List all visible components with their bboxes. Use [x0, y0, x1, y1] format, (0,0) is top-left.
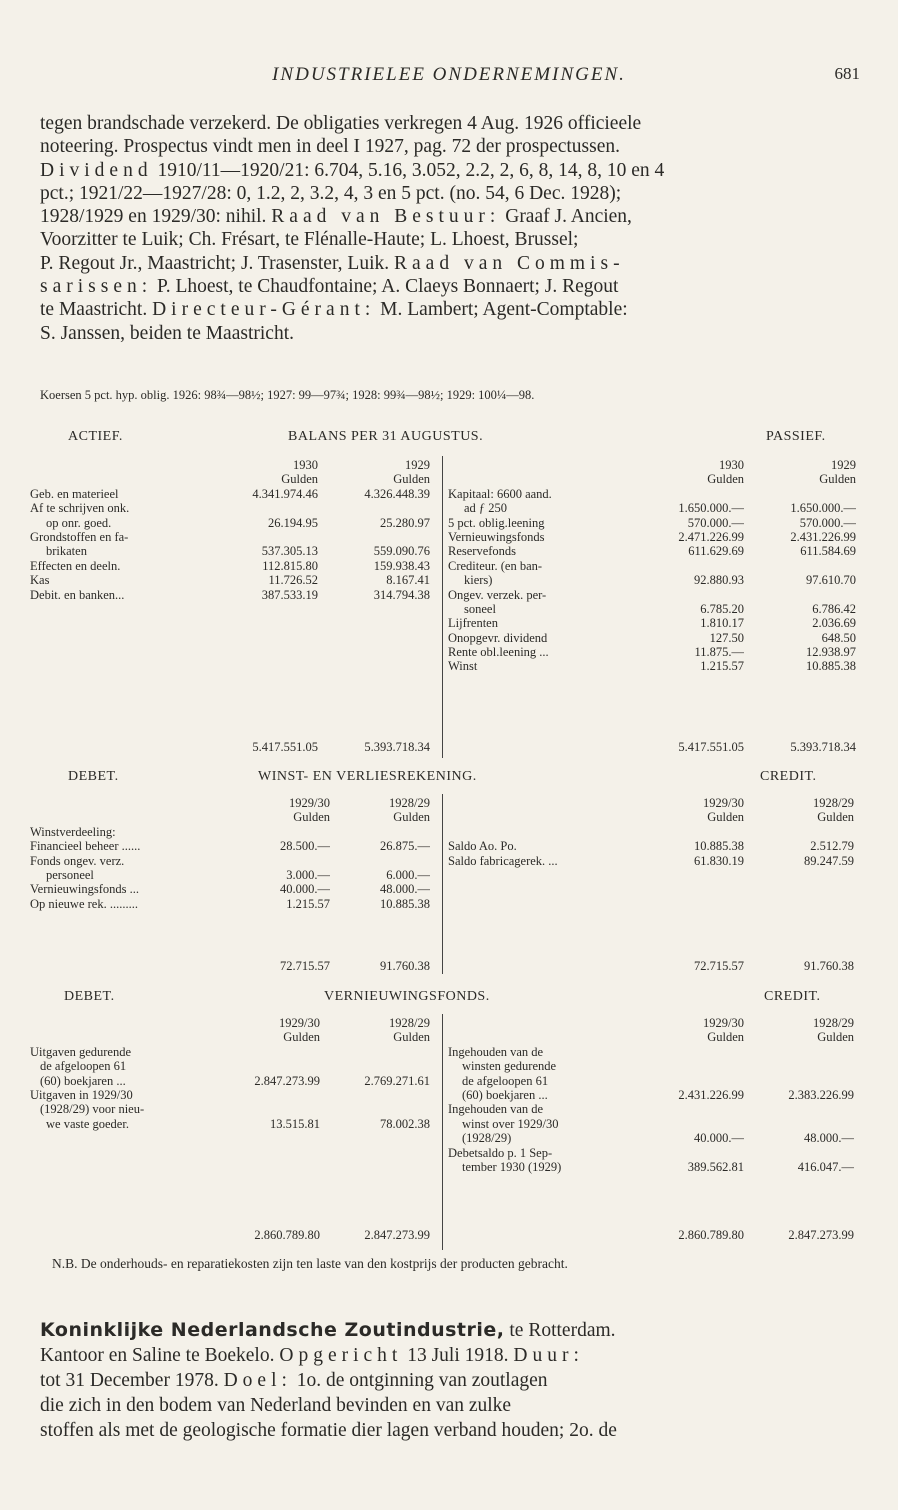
actief-header: ACTIEF.: [68, 429, 123, 444]
intro-line: te Maastricht. Directeur-Gérant: M. Lambert; Agent-Comptable:: [40, 299, 628, 321]
table-row: 5 pct. oblig.leening: [448, 515, 545, 530]
table-row: Winstverdeeling:: [30, 824, 116, 839]
table-row: brikaten: [46, 544, 87, 559]
intro-line: pct.; 1921/22—1927/28: 0, 1.2, 2, 3.2, 4, 3 en 5 pct. (no. 54, 6 Dec. 1928);: [40, 182, 622, 204]
actief-total-1929: 5.393.718.34: [364, 740, 430, 754]
credit-labels: [448, 796, 648, 868]
winst-verlies-title: WINST- EN VERLIESREKENING.: [258, 769, 477, 784]
table-row: Fonds ongev. verz.: [30, 853, 125, 868]
column-unit: Gulden: [817, 810, 854, 825]
debet-values-1928-29: 1928/29 Gulden 2.769.271.61 78.002.38: [326, 1016, 430, 1131]
table-row: Debit. en banken...: [30, 587, 125, 602]
table-row: Ongev. verzek. per-: [448, 587, 547, 602]
running-head-title: INDUSTRIELEE ONDERNEMINGEN.: [272, 64, 626, 85]
column-unit: Gulden: [707, 1030, 744, 1045]
intro-line: P. Regout Jr., Maastricht; J. Trasenster, Luik. Raad van Commis-: [40, 252, 625, 274]
table-row: ad ƒ 250: [464, 501, 508, 516]
table-row: Uitgaven in 1929/30: [30, 1087, 133, 1102]
company-line: stoffen als met de geologische formatie dier lagen verband houden; 2o. de: [40, 1420, 617, 1441]
actief-total-1930: 5.417.551.05: [252, 740, 318, 754]
table-row: Kapitaal: 6600 aand.: [448, 486, 552, 501]
intro-paragraph: [40, 112, 866, 345]
credit-total-1929-30: 2.860.789.80: [678, 1228, 744, 1242]
opgericht-label: Opgericht: [279, 1345, 403, 1366]
raad-van-bestuur-label: Raad van Bestuur:: [271, 206, 501, 228]
page-number: 681: [834, 64, 860, 83]
debet-total-1928-29: 2.847.273.99: [364, 1228, 430, 1242]
column-unit: Gulden: [283, 1030, 320, 1045]
table-row: Debetsaldo p. 1 Sep-: [448, 1145, 553, 1160]
koersen-line: Koersen 5 pct. hyp. oblig. 1926: 98¾—98½; 1927: 99—97¾; 1928: 99¾—98½; 1929: 100¼—98.: [40, 388, 535, 402]
table-row: (60) boekjaren ...: [462, 1087, 548, 1102]
table-row: Geb. en materieel: [30, 486, 119, 501]
table-row: tember 1930 (1929): [462, 1159, 562, 1174]
passief-labels: [448, 458, 638, 674]
column-unit: Gulden: [707, 472, 744, 487]
table-row: Af te schrijven onk.: [30, 501, 130, 516]
column-year: 1929/30: [703, 1016, 744, 1030]
credit-header: CREDIT.: [760, 769, 817, 784]
column-unit: Gulden: [393, 1030, 430, 1045]
column-year: 1928/29: [813, 796, 854, 810]
balans-section: [30, 430, 868, 760]
table-row: (1928/29): [462, 1131, 512, 1146]
table-row: de afgeloopen 61: [462, 1073, 549, 1088]
column-divider: [442, 456, 443, 758]
table-row: Reservefonds: [448, 544, 517, 559]
dividend-label: Dividend: [40, 159, 153, 181]
debet-labels: [30, 796, 260, 911]
actief-values-1929: 1929 Gulden 4.326.448.39 25.280.97 559.090.76 159.938.43 8.167.41 314.794.38: [324, 458, 430, 602]
column-unit: Gulden: [817, 1030, 854, 1045]
passief-total-1929: 5.393.718.34: [790, 740, 856, 754]
intro-line: sarissen: P. Lhoest, te Chaudfontaine; A. Claeys Bonnaert; J. Regout: [40, 276, 619, 298]
column-year: 1929/30: [703, 796, 744, 810]
winst-verlies-section: [30, 770, 868, 976]
column-year: 1930: [293, 458, 318, 472]
running-head: [0, 64, 898, 88]
column-unit: Gulden: [293, 810, 330, 825]
intro-line: 1928/1929 en 1929/30: nihil. Raad van Bestuur: Graaf J. Ancien,: [40, 206, 632, 228]
column-year: 1928/29: [389, 1016, 430, 1030]
company-line: tot 31 December 1978. Doel: 1o. de ontginning van zoutlagen: [40, 1370, 548, 1391]
balans-title: BALANS PER 31 AUGUSTUS.: [288, 429, 484, 444]
column-unit: Gulden: [819, 472, 856, 487]
company-name: Koninklijke Nederlandsche Zoutindustrie,: [40, 1319, 505, 1341]
table-row: winsten gedurende: [462, 1059, 557, 1074]
column-divider: [442, 1014, 443, 1250]
nb-note: N.B. De onderhouds- en reparatiekosten zijn ten laste van den kostprijs der producten gebracht.: [52, 1256, 568, 1271]
table-row: we vaste goeder.: [46, 1116, 129, 1131]
table-row: Crediteur. (en ban-: [448, 558, 543, 573]
table-row: Grondstoffen en fa-: [30, 529, 129, 544]
debet-header: DEBET.: [64, 989, 115, 1004]
column-year: 1929/30: [279, 1016, 320, 1030]
credit-total-1928-29: 2.847.273.99: [788, 1228, 854, 1242]
debet-total-1929-30: 2.860.789.80: [254, 1228, 320, 1242]
vernieuwingsfonds-section: [30, 990, 868, 1252]
vernieuwingsfonds-title: VERNIEUWINGSFONDS.: [324, 989, 490, 1004]
column-year: 1930: [719, 458, 744, 472]
intro-line: noteering. Prospectus vindt men in deel I 1927, pag. 72 der prospectussen.: [40, 136, 621, 158]
table-row: kiers): [464, 573, 493, 588]
duur-label: Duur:: [513, 1345, 584, 1366]
table-row: Winst: [448, 659, 478, 674]
table-row: Vernieuwingsfonds: [448, 529, 545, 544]
actief-labels: [30, 458, 210, 602]
column-unit: Gulden: [707, 810, 744, 825]
column-divider: [442, 794, 443, 974]
table-row: Onopgevr. dividend: [448, 630, 548, 645]
debet-values-1929-30: 1929/30 Gulden 28.500.— 3.000.— 40.000.— 1.215.57: [248, 796, 330, 911]
intro-line: tegen brandschade verzekerd. De obligaties verkregen 4 Aug. 1926 officieele: [40, 113, 642, 134]
debet-header: DEBET.: [68, 769, 119, 784]
raad-van-commissarissen-label: Raad van Commis-: [394, 252, 625, 274]
table-row: Rente obl.leening ...: [448, 645, 549, 660]
intro-line: S. Janssen, beiden te Maastricht.: [40, 322, 294, 344]
table-row: op onr. goed.: [46, 515, 112, 530]
column-year: 1929: [831, 458, 856, 472]
table-row: soneel: [464, 601, 496, 616]
credit-header: CREDIT.: [764, 989, 821, 1004]
debet-values-1928-29: 1928/29 Gulden 26.875.— 6.000.— 48.000.— 10.885.38: [336, 796, 430, 911]
table-row: Financieel beheer ......: [30, 839, 141, 854]
company-entry: [40, 1318, 862, 1443]
passief-header: PASSIEF.: [766, 429, 826, 444]
column-unit: Gulden: [393, 810, 430, 825]
passief-values-1929: 1929 Gulden 1.650.000.— 570.000.— 2.431.226.99 611.584.69 97.610.70 6.786.42 2.036.69 648.50 12.938.97 10.885.38: [748, 458, 856, 674]
company-line: Koninklijke Nederlandsche Zoutindustrie, te Rotterdam.: [40, 1319, 616, 1341]
table-row: Saldo fabricagerek. ...: [448, 853, 558, 868]
credit-values-1928-29: 1928/29 Gulden 2.383.226.99 48.000.— 416.047.—: [750, 1016, 854, 1174]
table-row: Ingehouden van de: [448, 1044, 544, 1059]
company-line: die zich in den bodem van Nederland bevinden en van zulke: [40, 1395, 512, 1416]
credit-total-1929-30: 72.715.57: [694, 959, 744, 973]
credit-total-1928-29: 91.760.38: [804, 959, 854, 973]
table-row: (60) boekjaren ...: [40, 1073, 126, 1088]
debet-labels: [30, 1016, 230, 1131]
passief-total-1930: 5.417.551.05: [678, 740, 744, 754]
doel-label: Doel:: [223, 1370, 292, 1391]
actief-values-1930: 1930 Gulden 4.341.974.46 26.194.95 537.305.13 112.815.80 11.726.52 387.533.19: [210, 458, 318, 602]
column-unit: Gulden: [281, 472, 318, 487]
table-row: winst over 1929/30: [462, 1116, 559, 1131]
passief-values-1930: 1930 Gulden 1.650.000.— 570.000.— 2.471.226.99 611.629.69 92.880.93 6.785.20 1.810.17 127.50 11.875.— 1.215.57: [640, 458, 744, 674]
table-row: personeel: [46, 867, 94, 882]
column-unit: Gulden: [393, 472, 430, 487]
table-row: Vernieuwingsfonds ...: [30, 882, 140, 897]
column-year: 1929/30: [289, 796, 330, 810]
table-row: Saldo Ao. Po.: [448, 839, 517, 854]
intro-line: Dividend 1910/11—1920/21: 6.704, 5.16, 3.052, 2.2, 2, 6, 8, 14, 8, 10 en 4: [40, 159, 665, 181]
credit-labels: [448, 1016, 648, 1174]
table-row: de afgeloopen 61: [40, 1059, 127, 1074]
column-year: 1928/29: [813, 1016, 854, 1030]
intro-line: Voorzitter te Luik; Ch. Frésart, te Flénalle-Haute; L. Lhoest, Brussel;: [40, 229, 579, 251]
debet-total-1928-29: 91.760.38: [380, 959, 430, 973]
table-row: Ingehouden van de: [448, 1102, 544, 1117]
company-line: Kantoor en Saline te Boekelo. Opgericht 13 Juli 1918. Duur:: [40, 1345, 584, 1366]
table-row: Kas: [30, 573, 50, 588]
table-row: Lijfrenten: [448, 616, 498, 631]
column-year: 1928/29: [389, 796, 430, 810]
column-year: 1929: [405, 458, 430, 472]
debet-values-1929-30: 1929/30 Gulden 2.847.273.99 13.515.81: [222, 1016, 320, 1131]
credit-values-1928-29: 1928/29 Gulden 2.512.79 89.247.59: [750, 796, 854, 868]
table-row: Uitgaven gedurende: [30, 1044, 132, 1059]
debet-total-1929-30: 72.715.57: [280, 959, 330, 973]
credit-values-1929-30: 1929/30 Gulden 10.885.38 61.830.19: [654, 796, 744, 868]
table-row: (1928/29) voor nieu-: [40, 1102, 145, 1117]
table-row: Op nieuwe rek. .........: [30, 896, 138, 911]
directeur-gerant-label: Directeur-Gérant:: [152, 299, 376, 321]
table-row: Effecten en deeln.: [30, 558, 121, 573]
credit-values-1929-30: 1929/30 Gulden 2.431.226.99 40.000.— 389.562.81: [644, 1016, 744, 1174]
